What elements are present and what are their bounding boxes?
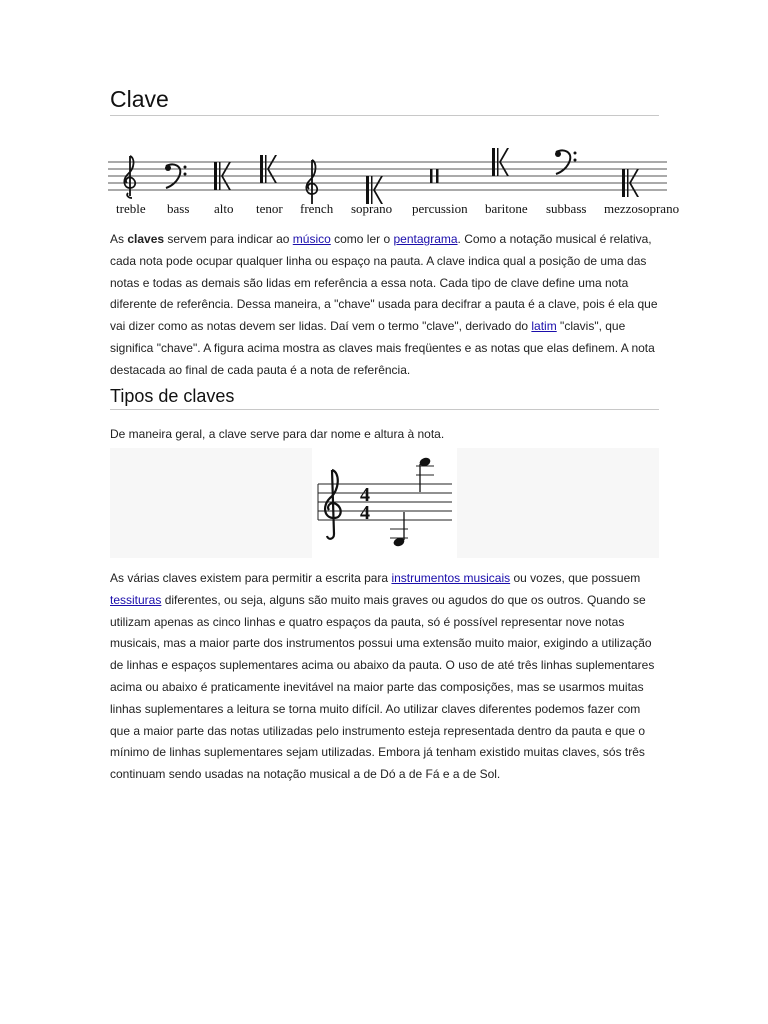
bold-term: claves bbox=[127, 232, 165, 246]
text-span: diferentes, ou seja, alguns são muito mais graves ou agudos do que os outros. Quando se utilizam apenas as cinco linhas e quatro espaços da pauta, só é possível representar nove notas musicais, mas a maior parte dos instrumentos possui uma extensão muito maior, exigindo a utilização de linhas e espaços suplementares acima ou abaixo da pauta. O uso de até três linhas suplementares acima ou abaixo é praticamente inevitável na maior parte das composições, mas se usarmos muitas linhas suplementares a leitura se torna muito difícil. Ao utilizar claves diferentes podemos fazer com que a maior parte das notas utilizadas pelo instrumento esteja representada dentro da pauta e que o mínimo de linhas suplementares sejam utilizadas. Embora já tenham existido muitas claves, sós três continuam sendo usadas na notação musical a de Dó a de Fá e a de Sol. bbox=[110, 592, 655, 782]
low-note-icon bbox=[392, 512, 405, 548]
section-title: Tipos de claves bbox=[110, 385, 659, 410]
text-span: "clavis", que significa "chave". A figura acima mostra as claves mais freqüentes e as notas que elas definem. A nota destacada ao final de cada pauta é a nota de referência. bbox=[110, 319, 655, 377]
clef-label: percussion bbox=[412, 201, 468, 216]
text-span: como ler o bbox=[330, 232, 394, 246]
clef-label: french bbox=[300, 201, 334, 216]
body-paragraph bbox=[110, 568, 659, 786]
section-header bbox=[110, 385, 659, 410]
link-pentagrama[interactable]: pentagrama bbox=[393, 232, 458, 246]
clef-label: soprano bbox=[351, 201, 393, 216]
treble-clef-icon bbox=[325, 470, 341, 539]
time-signature-bottom: 4 bbox=[360, 502, 370, 524]
link-musico[interactable]: músico bbox=[292, 232, 331, 246]
clef-label: baritone bbox=[485, 201, 528, 216]
text-span: ou vozes, que possuem bbox=[510, 571, 641, 585]
intro-paragraph bbox=[110, 229, 659, 382]
french-clef-icon bbox=[306, 160, 317, 204]
text-span: As bbox=[110, 232, 128, 246]
staff-range-icon bbox=[312, 448, 457, 558]
clef-label: tenor bbox=[256, 201, 283, 216]
link-tessituras[interactable]: tessituras bbox=[110, 592, 162, 607]
text-span: As várias claves existem para permitir a escrita para bbox=[110, 571, 392, 585]
range-figure-image bbox=[312, 448, 457, 558]
high-note-icon bbox=[418, 456, 431, 492]
clef-label: subbass bbox=[546, 201, 587, 216]
link-instrumentos-musicais[interactable]: instrumentos musicais bbox=[391, 571, 511, 585]
article bbox=[110, 84, 680, 782]
staff-lines bbox=[108, 162, 667, 190]
link-latim[interactable]: latim bbox=[531, 319, 557, 334]
page-title: Clave bbox=[110, 84, 659, 116]
section-paragraph: De maneira geral, a clave serve para dar nome e altura à nota. bbox=[110, 427, 445, 441]
range-figure bbox=[110, 448, 659, 558]
clef-label: mezzosoprano bbox=[604, 201, 680, 216]
clefs-figure bbox=[102, 146, 687, 222]
text-span: servem para indicar ao bbox=[164, 232, 293, 246]
text-span: . Como a notação musical é relativa, cada nota pode ocupar qualquer linha ou espaço na pauta. A clave indica qual a posição de uma das notas e todas as demais são lidas em referência a essa nota. Cada tipo de clave define uma nota diferente de referência. Dessa maneira, a "chave" usada para decifrar a pauta é a clave, pois é ela que vai dizer como as notas devem ser lidas. Daí vem o termo "clave", derivado do bbox=[110, 232, 658, 334]
time-signature-top: 4 bbox=[360, 484, 370, 506]
clef-label: bass bbox=[167, 201, 190, 216]
clef-label: treble bbox=[116, 201, 146, 216]
clef-label: alto bbox=[214, 201, 234, 216]
